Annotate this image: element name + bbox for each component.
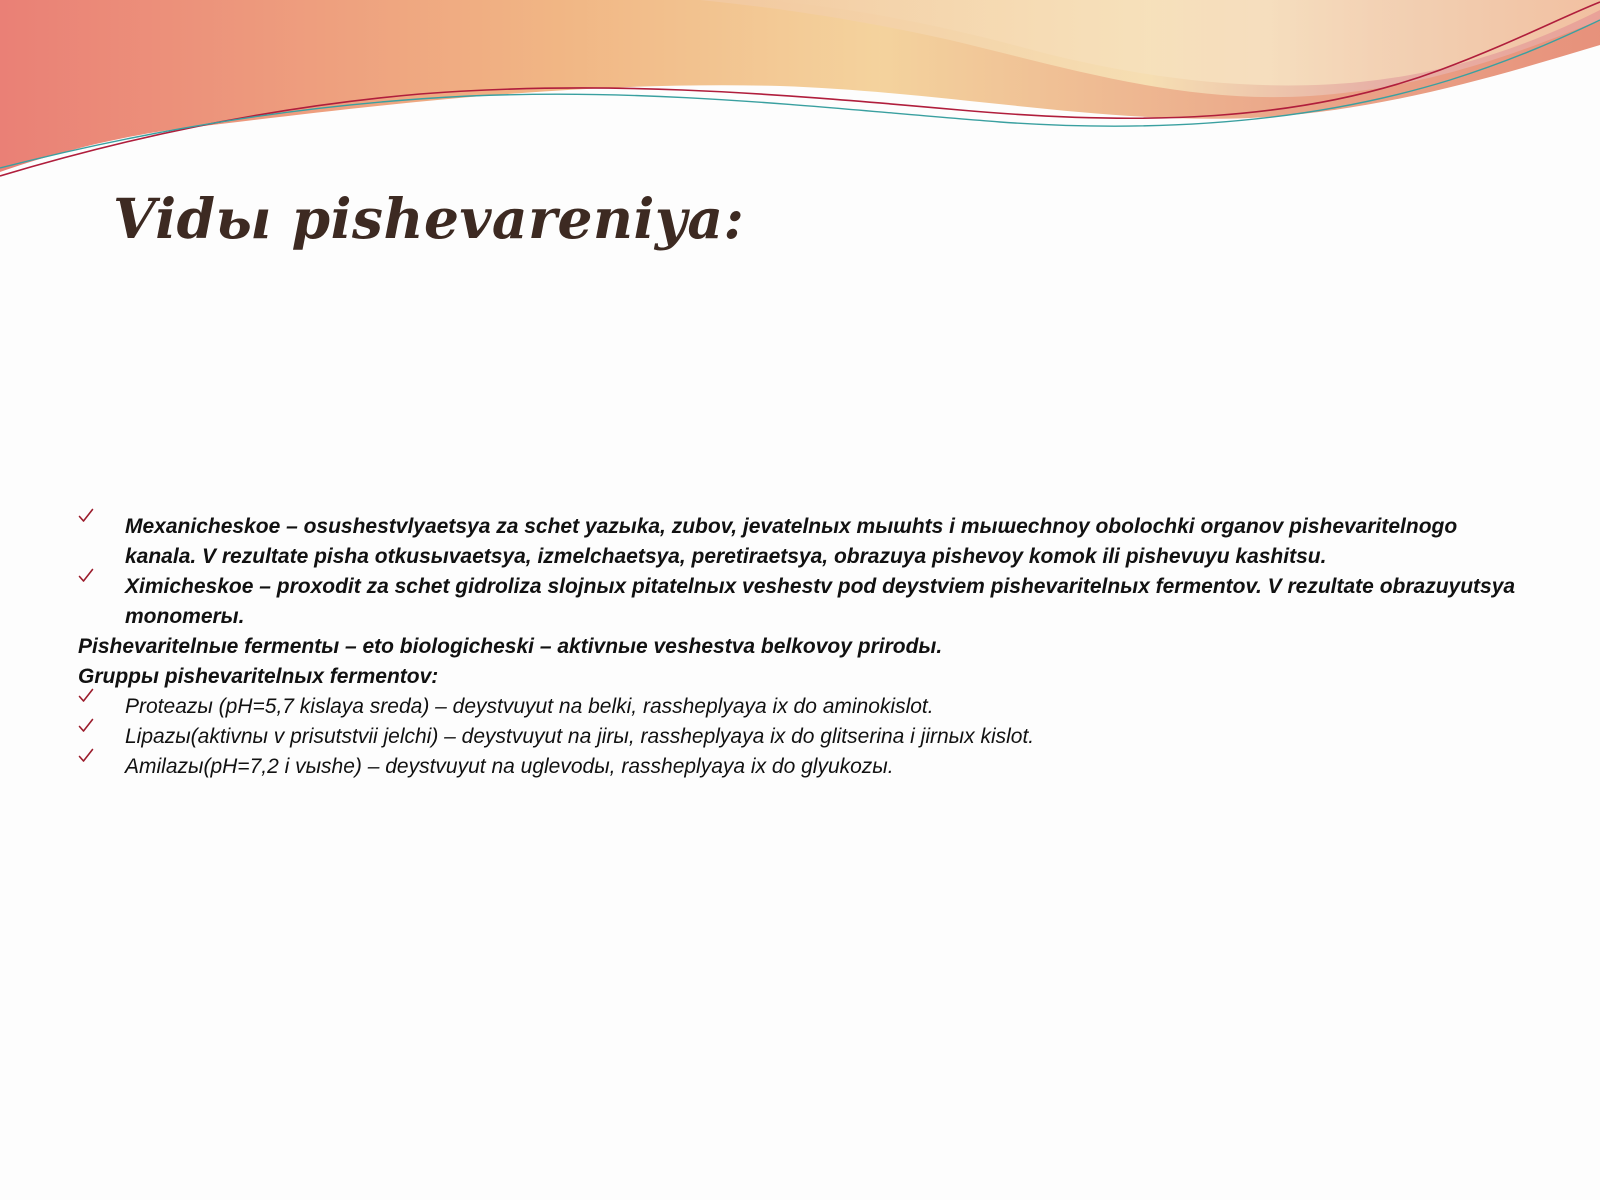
- paragraph: [78, 662, 1528, 692]
- check-icon: [78, 568, 94, 584]
- check-icon: [78, 718, 94, 734]
- list-item: [78, 512, 1528, 572]
- list-item-text: Lipazы(aktivnы v prisutstvii jelchi) – deystvuyut na jirы, rassheplyaya ix do glitserina i jirnых kislot.: [125, 725, 1035, 748]
- slide-title: Vidы pishevareniya:: [113, 186, 745, 251]
- list-item-text: Amilazы(pH=7,2 i vыshe) – deystvuyut na uglevodы, rassheplyaya ix do glyukozы.: [125, 755, 894, 778]
- list-item: [78, 722, 1528, 752]
- list-item-text: Ximicheskoe – proxodit za schet gidroliza slojnых pitatelnых veshestv pod deystviem pishevaritelnых fermentov. V rezultate obrazuyutsya monomerы.: [125, 575, 1516, 628]
- list-item: [78, 572, 1528, 632]
- list-item: [78, 692, 1528, 722]
- paragraph: [78, 632, 1528, 662]
- paragraph-text: Pishevaritelnыe fermentы – eto biologicheski – aktivnыe veshestva belkovoy prirodы.: [78, 635, 943, 658]
- slide-content: [78, 512, 1528, 782]
- check-icon: [78, 508, 94, 524]
- list-item-text: Mexanicheskoe – osushestvlyaetsya za schet yazыka, zubov, jevatelnых mышhts i mышechnoy obolochki organov pishevaritelnogo kanala. V rezultate pisha otkusыvaetsya, izmelchaetsya, peretiraetsya, obrazuya pishevoy komok ili pishevuyu kashitsu.: [125, 515, 1458, 568]
- check-icon: [78, 688, 94, 704]
- header-wave-decoration: [0, 0, 1600, 200]
- paragraph-text: Gruppы pishevaritelnых fermentov:: [78, 665, 439, 688]
- check-icon: [78, 748, 94, 764]
- list-item: [78, 752, 1528, 782]
- list-item-text: Proteazы (pH=5,7 kislaya sreda) – deystvuyut na belki, rassheplyaya ix do aminokislot.: [125, 695, 934, 718]
